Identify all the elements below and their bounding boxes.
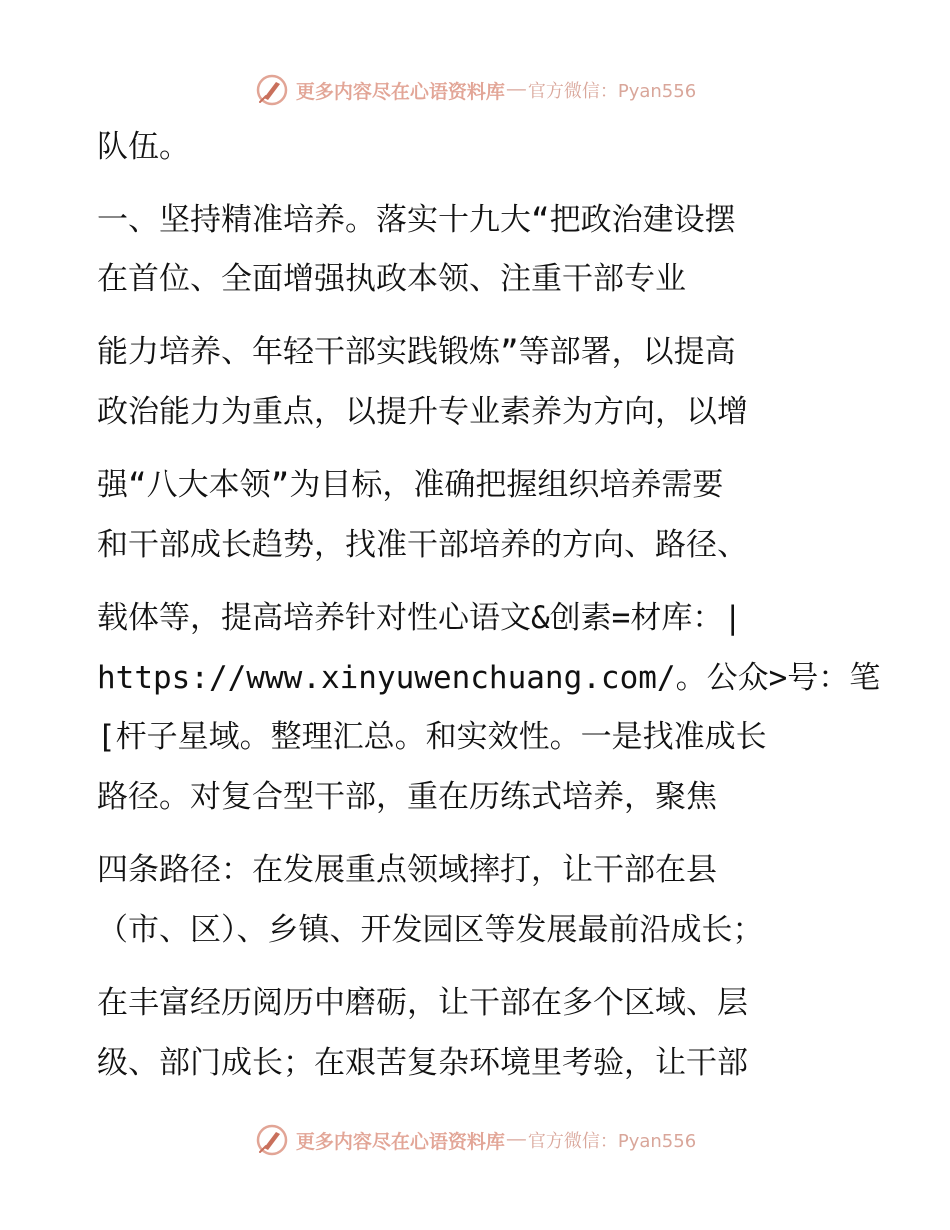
body-line: 一、坚持精准培养。落实十九大“把政治建设摆: [97, 202, 736, 238]
body-line: 载体等，提高培养针对性心语文&创素=材库：|: [97, 600, 742, 636]
body-line: 在丰富经历阅历中磨砺，让干部在多个区域、层: [97, 985, 748, 1021]
header-watermark: [0, 70, 950, 110]
body-line: 路径。对复合型干部，重在历练式培养，聚焦: [97, 779, 717, 815]
watermark-main-text: 更多内容尽在心语资料库: [295, 1130, 505, 1153]
body-line: 四条路径：在发展重点领域摔打，让干部在县: [97, 852, 717, 888]
body-line: 政治能力为重点，以提升专业素养为方向，以增: [97, 394, 748, 430]
watermark-dash: —: [506, 79, 526, 100]
body-line: https://www.xinyuwenchuang.com/。公众>号：笔: [97, 660, 881, 696]
watermark-dash: —: [506, 1129, 526, 1150]
body-line: 在首位、全面增强执政本领、注重干部专业: [97, 261, 686, 297]
watermark-wechat-text: 官方微信：Pyan556: [527, 81, 697, 102]
body-line: 和干部成长趋势，找准干部培养的方向、路径、: [97, 527, 748, 563]
body-line: 能力培养、年轻干部实践锻炼”等部署，以提高: [97, 334, 736, 370]
body-line: [杆子星域。整理汇总。和实效性。一是找准成长: [97, 719, 767, 755]
body-line: （市、区）、乡镇、开发园区等发展最前沿成长；: [97, 912, 764, 948]
quill-pen-circle-icon: [254, 72, 290, 108]
footer-watermark: [0, 1120, 950, 1160]
quill-pen-circle-icon: [254, 1122, 290, 1158]
watermark-main-text: 更多内容尽在心语资料库: [295, 80, 505, 103]
body-line: 级、部门成长；在艰苦复杂环境里考验，让干部: [97, 1045, 748, 1081]
body-line: 强“八大本领”为目标，准确把握组织培养需要: [97, 467, 724, 503]
watermark-wechat-text: 官方微信：Pyan556: [527, 1131, 697, 1152]
body-line: 队伍。: [97, 129, 190, 165]
